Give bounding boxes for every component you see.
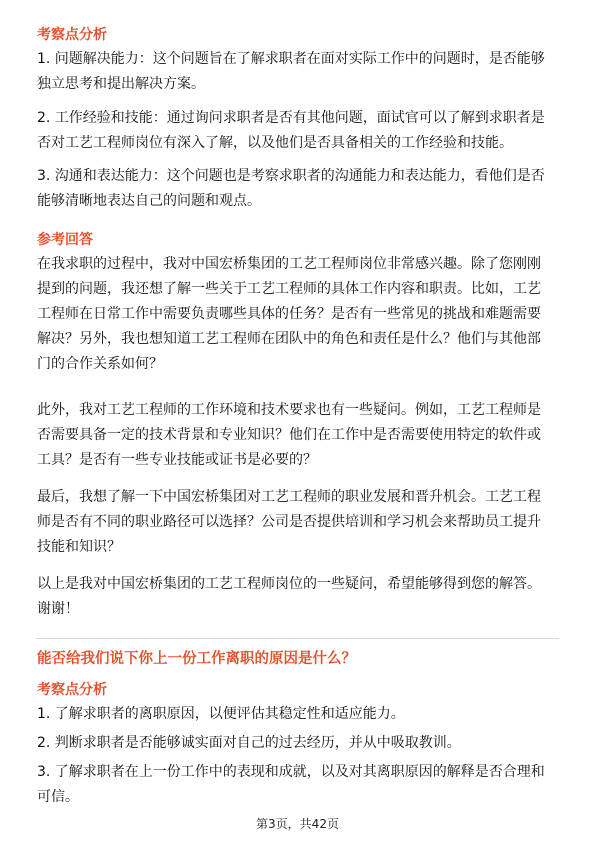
- text-line: 否对工艺工程师岗位有深入了解，以及他们是否具备相关的工作经验和技能。: [37, 135, 513, 151]
- text-line: 独立思考和提出解决方案。: [37, 76, 205, 92]
- answer-heading: 参考回答: [37, 232, 93, 248]
- text-line: 2. 判断求职者是否能够诚实面对自己的过去经历，并从中吸取教训。: [37, 735, 461, 751]
- text-line: 师是否有不同的职业路径可以选择？公司是否提供培训和学习机会来帮助员工提升: [37, 514, 541, 530]
- answer-paragraph: [37, 485, 561, 560]
- text-line: 可信。: [37, 789, 79, 805]
- analysis-item: [37, 760, 561, 810]
- analysis-heading: 考察点分析: [37, 682, 107, 698]
- text-line: 在我求职的过程中，我对中国宏桥集团的工艺工程师岗位非常感兴趣。除了您刚刚: [37, 256, 541, 272]
- text-line: 工具？是否有一些专业技能或证书是必要的？: [37, 452, 317, 468]
- text-line: 以上是我对中国宏桥集团的工艺工程师岗位的一些疑问，希望能够得到您的解答。: [37, 576, 541, 592]
- text-line: 工程师在日常工作中需要负责哪些具体的任务？是否有一些常见的挑战和难题需要: [37, 306, 541, 322]
- text-line: 3. 沟通和表达能力：这个问题也是考察求职者的沟通能力和表达能力，看他们是否: [37, 168, 545, 184]
- text-line: 谢谢！: [37, 601, 79, 617]
- page-number: 第3页，共42页: [256, 817, 339, 831]
- text-line: 能够清晰地表达自己的问题和观点。: [37, 193, 261, 209]
- question-title: 能否给我们说下你上一份工作离职的原因是什么？: [37, 651, 356, 667]
- analysis-item: [37, 106, 561, 156]
- text-line: 解决？另外，我也想知道工艺工程师在团队中的角色和责任是什么？他们与其他部: [37, 331, 541, 347]
- text-line: 技能和知识？: [37, 539, 121, 555]
- text-line: 最后，我想了解一下中国宏桥集团对工艺工程师的职业发展和晋升机会。工艺工程: [37, 489, 541, 505]
- analysis-heading: 考察点分析: [37, 27, 107, 43]
- text-line: 否需要具备一定的技术背景和专业知识？他们在工作中是否需要使用特定的软件或: [37, 427, 541, 443]
- analysis-item: [37, 47, 561, 97]
- answer-paragraph: [37, 252, 561, 377]
- section-divider: [36, 638, 559, 639]
- answer-paragraph: [37, 572, 561, 622]
- analysis-item: [37, 731, 561, 756]
- analysis-item: [37, 702, 561, 727]
- text-line: 1. 了解求职者的离职原因，以便评估其稳定性和适应能力。: [37, 706, 405, 722]
- text-line: 3. 了解求职者在上一份工作中的表现和成就，以及对其离职原因的解释是否合理和: [37, 764, 545, 780]
- text-line: 此外，我对工艺工程师的工作环境和技术要求也有一些疑问。例如，工艺工程师是: [37, 402, 541, 418]
- text-line: 提到的问题，我还想了解一些关于工艺工程师的具体工作内容和职责。比如，工艺: [37, 281, 541, 297]
- text-line: 1. 问题解决能力：这个问题旨在了解求职者在面对实际工作中的问题时，是否能够: [37, 51, 545, 67]
- answer-paragraph: [37, 398, 561, 473]
- text-line: 门的合作关系如何？: [37, 356, 163, 372]
- text-line: 2. 工作经验和技能：通过询问求职者是否有其他问题，面试官可以了解到求职者是: [37, 110, 545, 126]
- analysis-item: [37, 164, 561, 214]
